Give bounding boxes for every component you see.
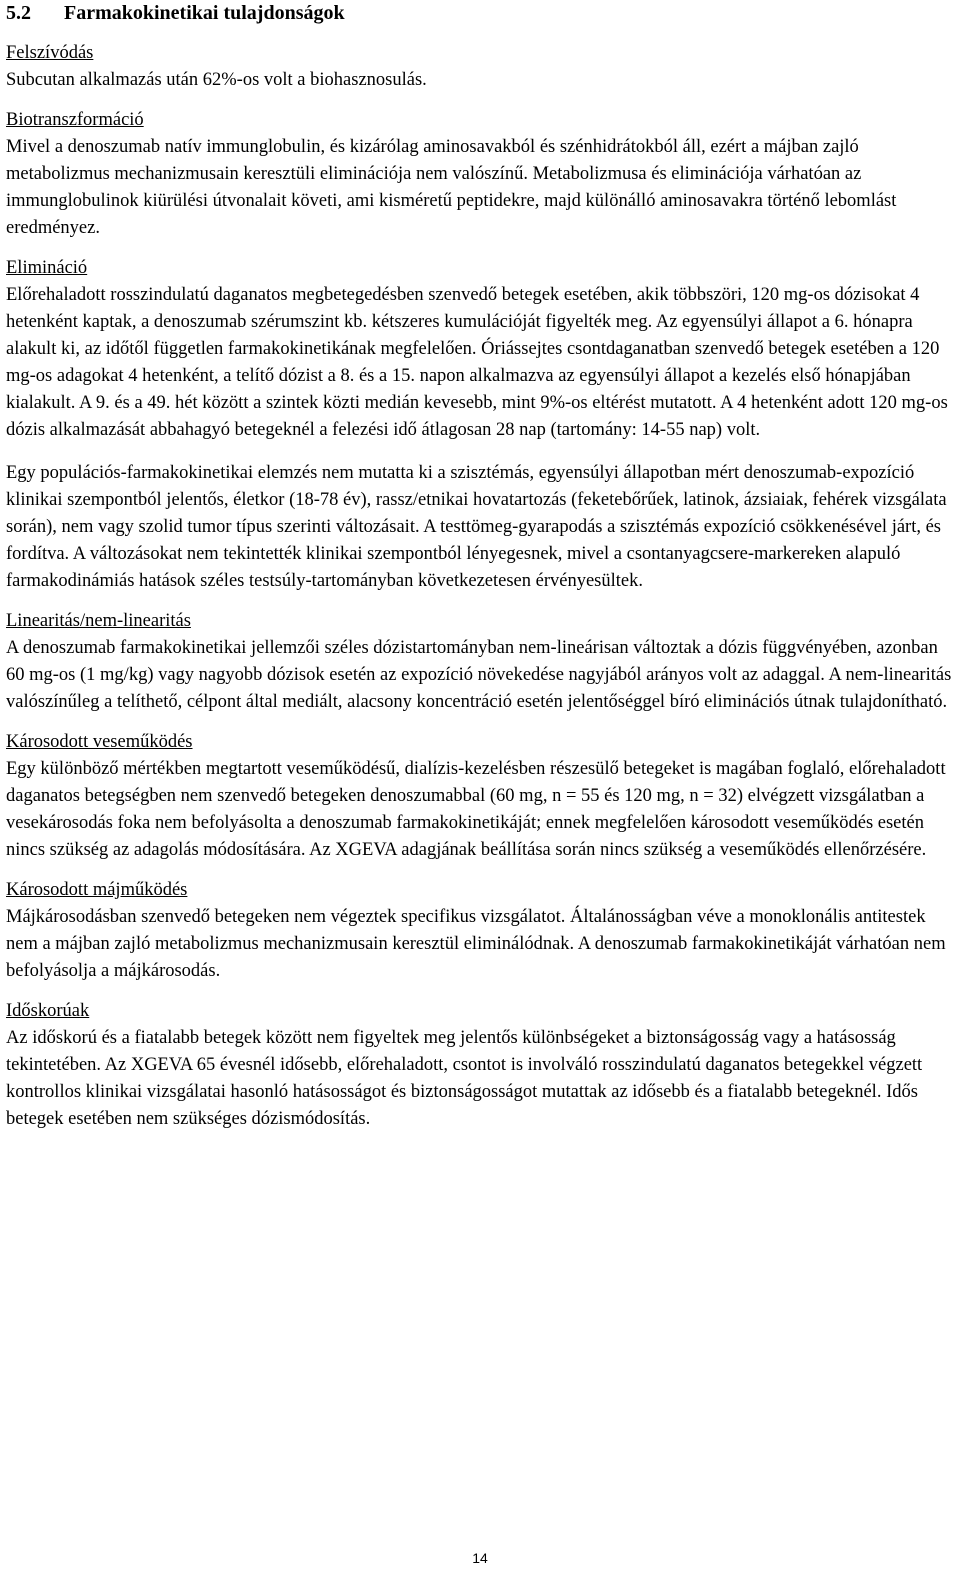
elimination-population-text: Egy populációs-farmakokinetikai elemzés nem mutatta ki a szisztémás, egyensúlyi állapotban mért denoszumab-expozíció klinikai szempontból jelentős, életkor (18-78 év), rassz/etnikai hovatartozás (feketebőrűek, latinok, ázsiaiak, fehérek vizsgálata során), nem vagy szolid tumor típus szerinti változásait. A testtömeg-gyarapodás a szisztémás expozíció csökkenésével járt, és fordítva. A változásokat nem tekintették klinikai szempontból lényegesnek, mivel a csontanyagcsere-markereken alapuló farmakodinámiás hatások széles testsúly-tartományban következetesen érvényesültek.: [6, 463, 947, 591]
elimination-title: Elimináció: [6, 258, 88, 278]
renal-text: Egy különböző mértékben megtartott veseműködésű, dialízis-kezelésben részesülő betegeket is magában foglaló, előrehaladott daganatos betegségben nem szenvedő betegeken denoszumabbal (60 mg, n = 55 és 120 mg, n = 32) elvégzett vizsgálatban a vesekárosodás foka nem befolyásolta a denoszumab farmakokinetikáját; ennek megfelelően károsodott veseműködés esetén nincs szükség az adagolás módosítására. Az XGEVA adagjának beállítása során nincs szükség a veseműködés ellenőrzésére.: [6, 759, 946, 860]
elimination-section: [6, 255, 954, 595]
hepatic-title: Károsodott májműködés: [6, 880, 188, 900]
biotransformation-title: Biotranszformáció: [6, 110, 144, 130]
section-heading: [6, 0, 954, 27]
elderly-text: Az időskorú és a fiatalabb betegek között nem figyeltek meg jelentős különbségeket a biztonságosság vagy a hatásosság tekintetében. Az XGEVA 65 évesnél idősebb, előrehaladott, csontot is involváló rosszindulatú daganatos betegekkel végzett kontrollos klinikai vizsgálatai hasonló hatásosságot és biztonságosságot mutattak az idősebb és a fiatalabb betegeknél. Idős betegek esetében nem szükséges dózismódosítás.: [6, 1028, 923, 1129]
linearity-text: A denoszumab farmakokinetikai jellemzői széles dózistartományban nem-lineárisan változtak a dózis függvényében, azonban 60 mg-os (1 mg/kg) vagy nagyobb dózisok esetén az expozíció növekedése nagyjából arányos volt az adaggal. A nem-linearitás valószínűleg a telíthető, célpont által mediált, alacsony koncentráció esetén jelentőséggel bíró eliminációs útnak tulajdonítható.: [6, 638, 952, 712]
biotransformation-section: [6, 107, 954, 242]
linearity-title: Linearitás/nem-linearitás: [6, 611, 191, 631]
elderly-title: Időskorúak: [6, 1001, 90, 1021]
elderly-section: [6, 998, 954, 1133]
absorption-title: Felszívódás: [6, 43, 94, 63]
hepatic-section: [6, 877, 954, 985]
renal-title: Károsodott veseműködés: [6, 732, 193, 752]
absorption-section: [6, 40, 954, 94]
biotransformation-text: Mivel a denoszumab natív immunglobulin, és kizárólag aminosavakból és szénhidrátokból áll, ezért a májban zajló metabolizmus mechanizmusain keresztüli eliminációja nem valószínű. Metabolizmusa és eliminációja várhatóan az immunglobulinok kiürülési útvonalait követi, ami kisméretű peptidekre, majd különálló aminosavakra történő lebomlást eredményez.: [6, 137, 897, 238]
hepatic-text: Májkárosodásban szenvedő betegeken nem végeztek specifikus vizsgálatot. Általánosságban véve a monoklonális antitestek nem a májban zajló metabolizmus mechanizmusain keresztül eliminálódnak. A denoszumab farmakokinetikáját várhatóan nem befolyásolja a májkárosodás.: [6, 907, 946, 981]
absorption-text: Subcutan alkalmazás után 62%-os volt a biohasznosulás.: [6, 70, 427, 90]
renal-section: [6, 729, 954, 864]
section-title: Farmakokinetikai tulajdonságok: [64, 2, 345, 24]
page-number: 14: [472, 1550, 488, 1566]
linearity-section: [6, 608, 954, 716]
document-page: [6, 0, 954, 1133]
elimination-text: Előrehaladott rosszindulatú daganatos megbetegedésben szenvedő betegek esetében, akik többszöri, 120 mg-os dózisokat 4 hetenként kaptak, a denoszumab szérumszint kb. kétszeres kumulációját figyelték meg. Az egyensúlyi állapot a 6. hónapra alakult ki, az időtől független farmakokinetikának megfelelően. Óriássejtes csontdaganatban szenvedő betegek esetében a 120 mg-os adagokat 4 hetenként, a telítő dózist a 8. és a 15. napon alkalmazva az egyensúlyi állapot a kezelés első hónapjában kialakult. A 9. és a 49. hét között a szintek közti medián kevesebb, mint 9%-os eltérést mutatott. A 4 hetenként adott 120 mg-os dózis alkalmazását abbahagyó betegeknél a felezési idő átlagosan 28 nap (tartomány: 14-55 nap) volt.: [6, 285, 948, 440]
section-number: 5.2: [6, 2, 31, 24]
